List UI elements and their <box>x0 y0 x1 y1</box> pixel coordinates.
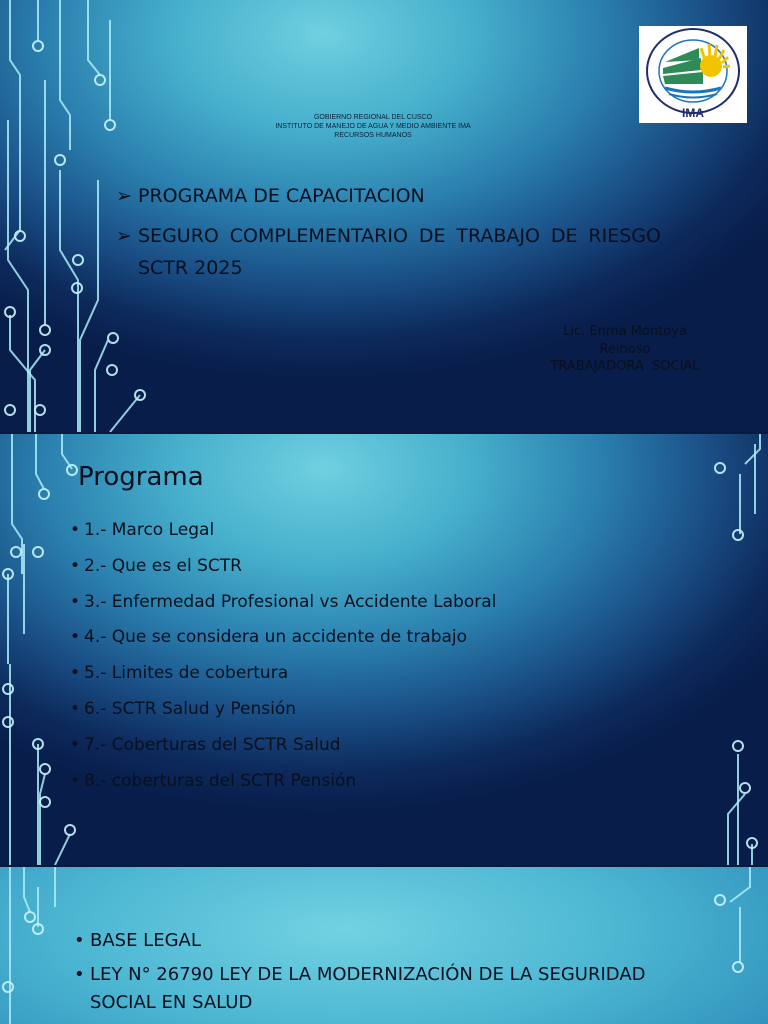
author-name-line2: Reinoso <box>599 341 651 357</box>
bullet-dot-icon: • <box>70 698 81 719</box>
author-name-line1: Lic. Enma Montoya <box>563 324 687 339</box>
title-slide <box>0 0 768 432</box>
program-slide <box>0 434 768 865</box>
list-item: • 6.- SCTR Salud y Pensión <box>70 696 496 732</box>
list-item: • 4.- Que se considera un accidente de trabajo <box>70 624 496 660</box>
legal-basis-slide <box>0 867 768 1024</box>
bullet-dot-icon: • <box>70 770 81 791</box>
circuit-decoration-right <box>700 434 768 865</box>
bullet-dot-icon: • <box>70 555 81 576</box>
sctr-insurance-item <box>116 220 661 284</box>
author-role: TRABAJADORA SOCIAL <box>550 359 700 374</box>
ima-logo <box>639 26 747 123</box>
circuit-decoration-left <box>0 867 70 1024</box>
list-item: • 3.- Enfermedad Profesional vs Accidente Laboral <box>70 589 496 625</box>
org-line-department: RECURSOS HUMANOS <box>334 132 412 139</box>
program-list <box>70 517 496 803</box>
bullet-dot-icon: • <box>74 930 85 951</box>
circuit-decoration-right <box>700 867 768 1024</box>
list-item: • 1.- Marco Legal <box>70 517 496 553</box>
training-program-item <box>116 180 676 212</box>
legal-basis-list <box>74 927 694 1023</box>
arrow-bullet-icon: ➢ <box>116 185 132 207</box>
organization-header <box>230 113 516 140</box>
logo-acronym: IMA <box>682 106 704 120</box>
bullet-dot-icon: • <box>70 627 81 648</box>
list-item: • LEY N° 26790 LEY DE LA MODERNIZACIÓN DE LA SEGURIDAD SOCIAL EN SALUD <box>74 961 694 1017</box>
list-item: • 5.- Limites de cobertura <box>70 660 496 696</box>
list-item: • 7.- Coberturas del SCTR Salud <box>70 732 496 768</box>
org-line-regional-government: GOBIERNO REGIONAL DEL CUSCO <box>313 114 433 121</box>
program-title: Programa <box>78 462 204 492</box>
bullet-dot-icon: • <box>74 964 85 985</box>
circuit-decoration <box>0 0 150 432</box>
arrow-bullet-icon: ➢ <box>116 225 132 247</box>
sctr-insurance-label: SEGURO COMPLEMENTARIO DE TRABAJO DE RIESGO SCTR 2025 <box>138 225 661 279</box>
bullet-dot-icon: • <box>70 520 81 540</box>
list-item: • BASE LEGAL <box>74 927 694 955</box>
bullet-dot-icon: • <box>70 591 81 612</box>
list-item: • 2.- Que es el SCTR <box>70 553 496 589</box>
org-line-institute: INSTITUTO DE MANEJO DE AGUA Y MEDIO AMBIENTE IMA <box>275 123 471 130</box>
training-program-label: PROGRAMA DE CAPACITACION <box>138 185 425 207</box>
bullet-dot-icon: • <box>70 734 81 755</box>
bullet-dot-icon: • <box>70 663 81 684</box>
author-block <box>520 323 730 376</box>
list-item: • 8.- coberturas del SCTR Pensión <box>70 768 496 804</box>
